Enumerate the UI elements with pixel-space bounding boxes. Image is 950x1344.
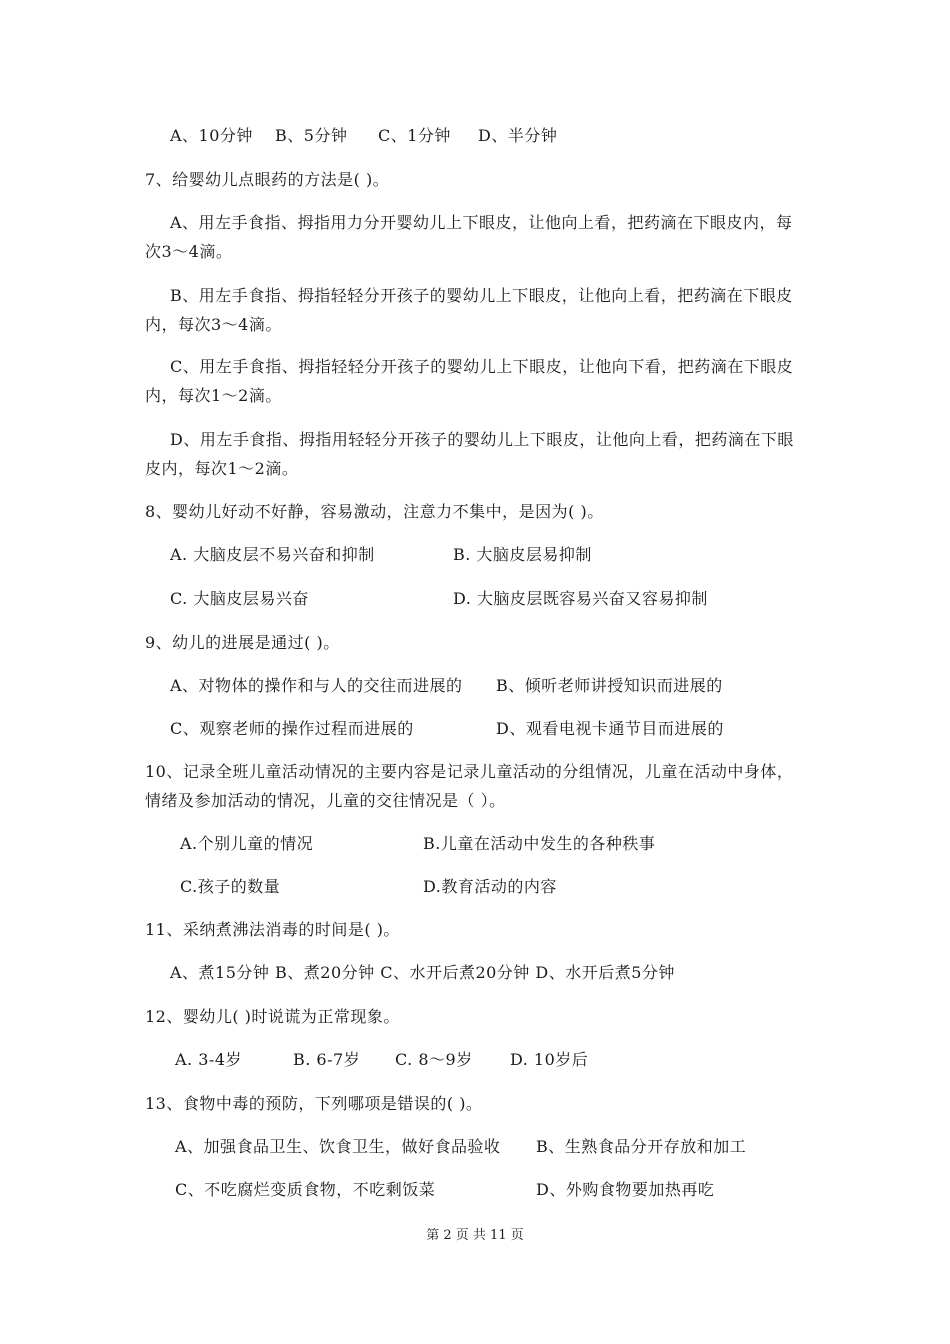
q12-stem: 12、婴幼儿( )时说谎为正常现象。 [145,1007,400,1026]
q10-option-a: A.个别儿童的情况 [180,834,314,853]
q7-option-a-line2: 次3～4滴。 [145,242,233,261]
q10-option-b: B.儿童在活动中发生的各种秩事 [423,834,656,853]
q9-option-c: C、观察老师的操作过程而进展的 [170,719,414,738]
q7-option-b-line1: B、用左手食指、拇指轻轻分开孩子的婴幼儿上下眼皮，让他向上看，把药滴在下眼皮 [170,286,793,305]
q8-option-d: D. 大脑皮层既容易兴奋又容易抑制 [453,589,708,608]
q7-option-c-line1: C、用左手食指、拇指轻轻分开孩子的婴幼儿上下眼皮，让他向下看，把药滴在下眼皮 [170,357,794,376]
page-number-footer: 第 2 页 共 11 页 [426,1228,524,1243]
q6-option-a: A、10分钟 [170,126,253,145]
q13-option-c: C、不吃腐烂变质食物，不吃剩饭菜 [175,1180,436,1199]
q7-option-d-line1: D、用左手食指、拇指用轻轻分开孩子的婴幼儿上下眼皮，让他向上看，把药滴在下眼 [170,430,794,449]
q10-stem-line2: 情绪及参加活动的情况，儿童的交往情况是（ ）。 [145,791,506,810]
q9-option-b: B、倾听老师讲授知识而进展的 [496,676,723,695]
q12-option-c: C. 8～9岁 [395,1050,473,1069]
q6-option-b: B、5分钟 [275,126,348,145]
q12-option-b: B. 6-7岁 [293,1050,361,1069]
q6-option-d: D、半分钟 [478,126,558,145]
q9-option-a: A、对物体的操作和与人的交往而进展的 [170,676,463,695]
q7-stem: 7、给婴幼儿点眼药的方法是( )。 [145,170,390,189]
q7-option-b-line2: 内，每次3～4滴。 [145,315,282,334]
q7-option-a-line1: A、用左手食指、拇指用力分开婴幼儿上下眼皮，让他向上看，把药滴在下眼皮内，每 [170,213,793,232]
q13-stem: 13、食物中毒的预防，下列哪项是错误的( )。 [145,1094,483,1113]
q8-option-a: A. 大脑皮层不易兴奋和抑制 [170,545,375,564]
q13-option-a: A、加强食品卫生、饮食卫生，做好食品验收 [175,1137,501,1156]
q10-stem-line1: 10、记录全班儿童活动情况的主要内容是记录儿童活动的分组情况，儿童在活动中身体， [145,762,794,781]
q8-option-c: C. 大脑皮层易兴奋 [170,589,309,608]
q7-option-d-line2: 皮内，每次1～2滴。 [145,459,299,478]
q9-stem: 9、幼儿的进展是通过( )。 [145,633,340,652]
q10-option-d: D.教育活动的内容 [423,877,557,896]
q7-option-c-line2: 内，每次1～2滴。 [145,386,282,405]
q11-options: A、煮15分钟 B、煮20分钟 C、水开后煮20分钟 D、水开后煮5分钟 [170,963,675,982]
q9-option-d: D、观看电视卡通节目而进展的 [496,719,724,738]
q8-option-b: B. 大脑皮层易抑制 [453,545,592,564]
q6-option-c: C、1分钟 [378,126,451,145]
q13-option-b: B、生熟食品分开存放和加工 [536,1137,747,1156]
q12-option-a: A. 3-4岁 [175,1050,242,1069]
q13-option-d: D、外购食物要加热再吃 [536,1180,715,1199]
q8-stem: 8、婴幼儿好动不好静，容易激动，注意力不集中，是因为( )。 [145,502,604,521]
q11-stem: 11、采纳煮沸法消毒的时间是( )。 [145,920,400,939]
q10-option-c: C.孩子的数量 [180,877,281,896]
q12-option-d: D. 10岁后 [510,1050,589,1069]
